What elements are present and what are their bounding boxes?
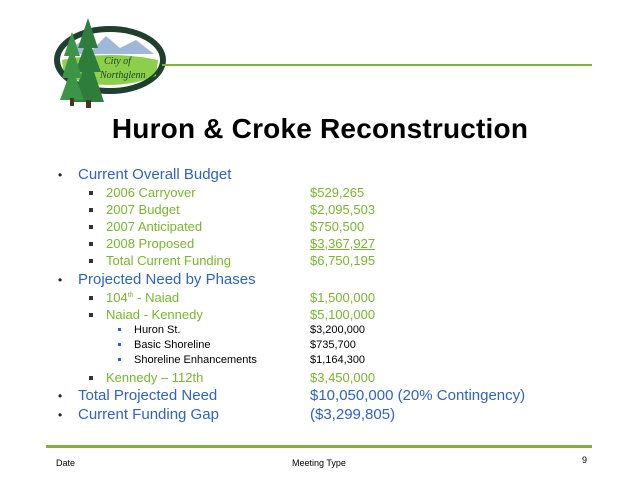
logo-text-line2: Northglenn bbox=[100, 70, 146, 81]
footer-date: Date bbox=[56, 458, 76, 468]
bullet-dot: • bbox=[58, 408, 63, 422]
phase-item-value: $3,450,000 bbox=[310, 370, 376, 385]
budget-item-label: 2006 Carryover bbox=[106, 185, 196, 200]
bullet-square bbox=[89, 208, 93, 212]
budget-item-label: 2008 Proposed bbox=[106, 236, 195, 251]
bullet-dot: • bbox=[58, 389, 63, 403]
budget-item-value: $529,265 bbox=[310, 185, 365, 200]
bullet-dot: • bbox=[58, 168, 63, 182]
sub-item-label: Shoreline Enhancements bbox=[134, 354, 257, 366]
budget-item-value: $3,367,927 bbox=[310, 236, 376, 251]
phase-item-label: Naiad - Kennedy bbox=[106, 307, 203, 322]
phase-item-value: $5,100,000 bbox=[310, 307, 376, 322]
funding-gap-label: Current Funding Gap bbox=[78, 406, 219, 423]
city-logo bbox=[44, 14, 174, 110]
bullet-square bbox=[89, 242, 93, 246]
bullet-square bbox=[89, 376, 93, 380]
bullet-square-small bbox=[118, 358, 121, 361]
funding-gap-value: ($3,299,805) bbox=[310, 406, 396, 423]
bullet-square bbox=[89, 313, 93, 317]
slide-title: Huron & Croke Reconstruction bbox=[111, 113, 529, 144]
sub-item-value: $1,164,300 bbox=[310, 354, 366, 366]
bullet-square-small bbox=[118, 343, 121, 346]
budget-item-label: Total Current Funding bbox=[106, 253, 232, 268]
bullet-square bbox=[89, 191, 93, 195]
page-number: 9 bbox=[582, 455, 588, 465]
budget-heading: Current Overall Budget bbox=[78, 166, 232, 183]
budget-item-value: $6,750,195 bbox=[310, 253, 376, 268]
budget-item-label: 2007 Anticipated bbox=[106, 219, 203, 234]
bullet-square bbox=[89, 296, 93, 300]
sub-item-label: Basic Shoreline bbox=[134, 339, 211, 351]
budget-item-value: $750,500 bbox=[310, 219, 365, 234]
phase-item-value: $1,500,000 bbox=[310, 290, 376, 305]
bullet-square bbox=[89, 225, 93, 229]
phase-item-label: Kennedy – 112th bbox=[106, 370, 204, 385]
budget-item-value: $2,095,503 bbox=[310, 202, 376, 217]
total-need-value: $10,050,000 (20% Contingency) bbox=[310, 387, 526, 404]
logo-text-line1: City of bbox=[104, 56, 131, 67]
bullet-square bbox=[89, 259, 93, 263]
bullet-square-small bbox=[118, 328, 121, 331]
phases-heading: Projected Need by Phases bbox=[78, 271, 256, 288]
top-divider bbox=[162, 64, 592, 66]
sub-item-value: $735,700 bbox=[310, 339, 356, 351]
bullet-dot: • bbox=[58, 273, 63, 287]
budget-item-label: 2007 Budget bbox=[106, 202, 180, 217]
sub-item-value: $3,200,000 bbox=[310, 324, 366, 336]
sub-item-label: Huron St. bbox=[134, 324, 181, 336]
total-need-label: Total Projected Need bbox=[78, 387, 218, 404]
phase-item-label: 104th - Naiad bbox=[106, 290, 180, 305]
bottom-divider bbox=[46, 445, 592, 448]
footer-meeting-type: Meeting Type bbox=[292, 458, 346, 468]
